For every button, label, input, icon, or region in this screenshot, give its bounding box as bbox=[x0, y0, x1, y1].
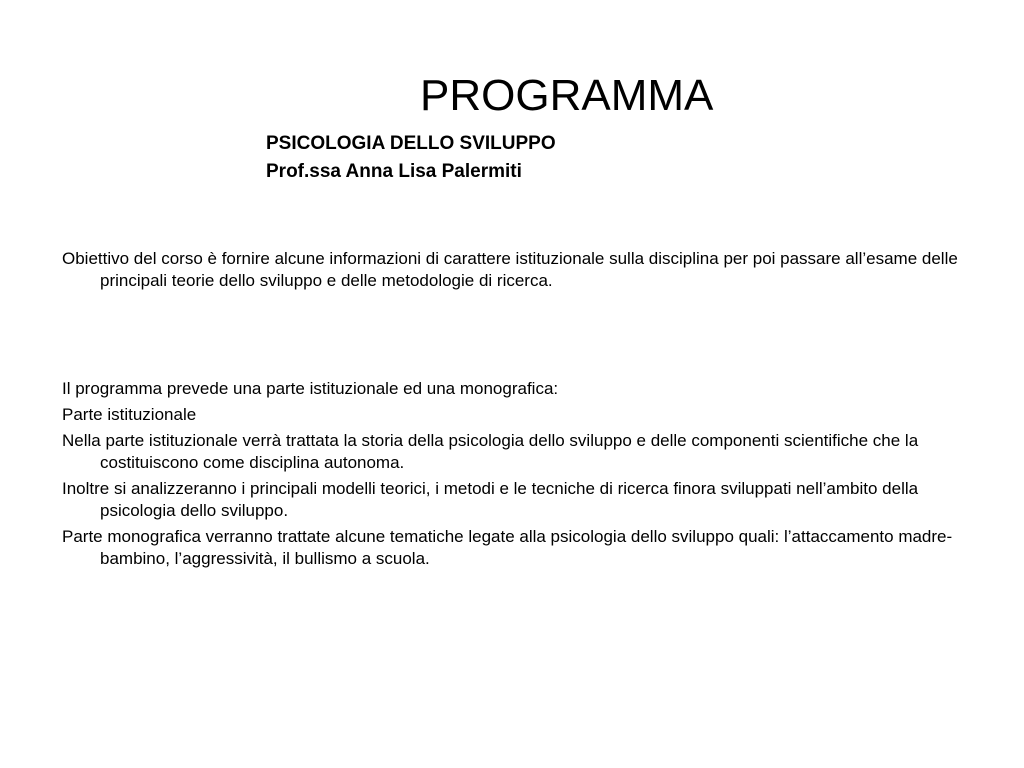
slide-subtitle bbox=[266, 130, 556, 186]
program-paragraph: Inoltre si analizzeranno i principali modelli teorici, i metodi e le tecniche di ricerca finora sviluppati nell’ambito della psicologia dello sviluppo. bbox=[62, 479, 919, 520]
program-section bbox=[62, 378, 982, 574]
program-paragraph: Parte monografica verranno trattate alcune tematiche legate alla psicologia dello sviluppo quali: l’attaccamento madre-bambino, l’aggressività, il bullismo a scuola. bbox=[62, 527, 953, 568]
program-paragraph: Parte istituzionale bbox=[62, 405, 197, 424]
intro-paragraph: Obiettivo del corso è fornire alcune informazioni di carattere istituzionale sulla disciplina per poi passare all’esame delle principali teorie dello sviluppo e delle metodologie di ricerca. bbox=[62, 249, 958, 290]
program-paragraph: Il programma prevede una parte istituzionale ed una monografica: bbox=[62, 379, 559, 398]
program-paragraph: Nella parte istituzionale verrà trattata la storia della psicologia dello sviluppo e delle componenti scientifiche che la costituiscono come disciplina autonoma. bbox=[62, 431, 919, 472]
course-name: PSICOLOGIA DELLO SVILUPPO bbox=[266, 133, 556, 154]
intro-section bbox=[62, 248, 982, 292]
slide-title: PROGRAMMA bbox=[420, 71, 714, 120]
professor-name: Prof.ssa Anna Lisa Palermiti bbox=[266, 161, 522, 182]
